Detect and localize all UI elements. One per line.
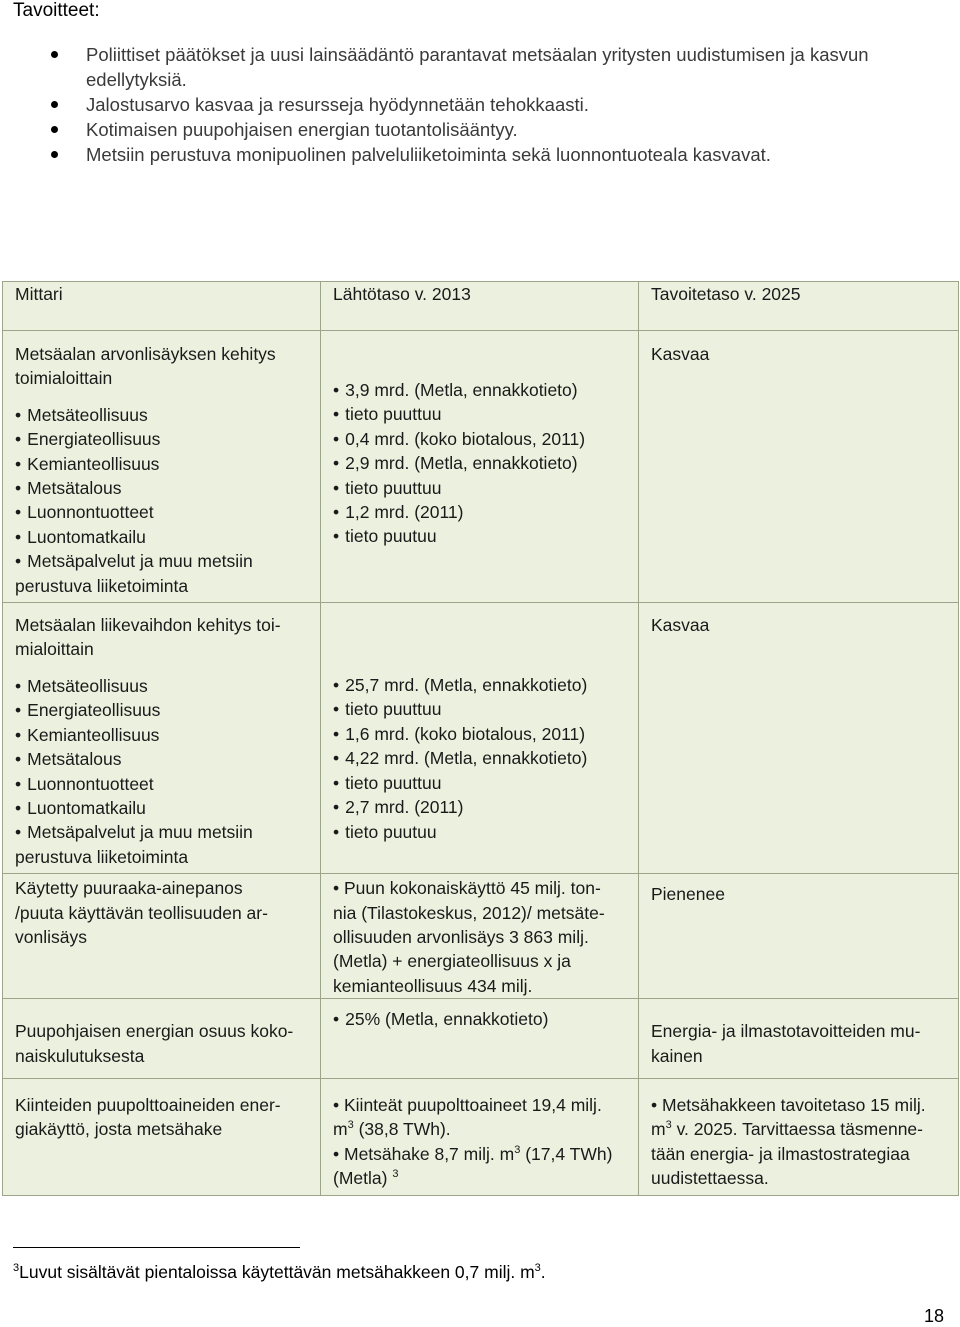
bullet-icon [51, 151, 58, 158]
list-item: • 3,9 mrd. (Metla, ennakkotieto) [333, 378, 628, 402]
metric-title: Metsäalan liikevaihdon kehitys toi- mialoittain [15, 615, 281, 660]
goals-list [0, 42, 960, 167]
baseline-list [333, 673, 628, 844]
list-item: • 25,7 mrd. (Metla, ennakkotieto) [333, 673, 628, 697]
metric-cell: Puupohjaisen energian osuus koko- naiskulutuksesta [3, 999, 321, 1079]
baseline-cell: • Kiinteät puupolttoaineet 19,4 milj. $m^3$ (38,8 TWh). • Metsähake 8,7 milj. $m^3$ (17,4 TWh) (Metla) $^3$ [321, 1078, 639, 1195]
table-row [3, 874, 959, 999]
list-item: Jalostusarvo kasvaa ja resursseja hyödynnetään tehokkaasti. [0, 92, 960, 117]
list-item: • 2,7 mrd. (2011) [333, 795, 628, 819]
list-item: • Luonnontuotteet [15, 772, 310, 796]
list-item: • Metsäpalvelut ja muu metsiin [15, 549, 310, 573]
target-cell: Kasvaa [639, 603, 959, 874]
list-item: • Metsätalous [15, 476, 310, 500]
list-item: • tieto puuttuu [333, 476, 628, 500]
footnote-separator [13, 1247, 300, 1248]
baseline-cell [321, 999, 639, 1079]
list-item: • 4,22 mrd. (Metla, ennakkotieto) [333, 746, 628, 770]
target-cell: Energia- ja ilmastotavoitteiden mu- kainen [639, 999, 959, 1079]
list-item: • 25% (Metla, ennakkotieto) [333, 1007, 628, 1031]
header-cell: Mittari [3, 282, 321, 331]
list-item-continuation: perustuva liiketoiminta [15, 575, 189, 596]
target-cell: Kasvaa [639, 331, 959, 603]
table-header-row [3, 282, 959, 331]
metric-cell: Kiinteiden puupolttoaineiden ener- giakäyttö, josta metsähake [3, 1078, 321, 1195]
target-cell: Pienenee [639, 874, 959, 999]
metric-cell [3, 603, 321, 874]
list-item: • Luontomatkailu [15, 796, 310, 820]
list-item: • tieto puutuu [333, 820, 628, 844]
table-row [3, 603, 959, 874]
list-item: • Kemianteollisuus [15, 723, 310, 747]
page-number: 18 [924, 1306, 945, 1326]
list-item: • 0,4 mrd. (koko biotalous, 2011) [333, 427, 628, 451]
industry-list [15, 674, 310, 845]
table-row [3, 331, 959, 603]
bullet-icon [51, 101, 58, 108]
metrics-table [2, 281, 959, 1196]
list-item: • Luontomatkailu [15, 525, 310, 549]
list-item: • Metsäpalvelut ja muu metsiin [15, 820, 310, 844]
bullet-icon [51, 126, 58, 133]
baseline-list [333, 378, 628, 549]
list-item: • 1,6 mrd. (koko biotalous, 2011) [333, 722, 628, 746]
metric-title: Metsäalan arvonlisäyksen kehitys toimialoittain [15, 344, 276, 389]
list-item: • tieto puuttuu [333, 402, 628, 426]
industry-list [15, 403, 310, 574]
list-item: • 2,9 mrd. (Metla, ennakkotieto) [333, 451, 628, 475]
metric-cell: Käytetty puuraaka-ainepanos /puuta käyttävän teollisuuden ar- vonlisäys [3, 874, 321, 999]
list-item: • tieto puuttuu [333, 697, 628, 721]
baseline-cell [321, 331, 639, 603]
baseline-cell [321, 603, 639, 874]
list-item: • Energiateollisuus [15, 698, 310, 722]
list-item: • 1,2 mrd. (2011) [333, 500, 628, 524]
list-item: • Metsäteollisuus [15, 674, 310, 698]
list-item: Poliittiset päätökset ja uusi lainsäädäntö parantavat metsäalan yritysten uudistumisen ja kasvun edellytyksiä. [0, 42, 960, 92]
baseline-cell: • Puun kokonaiskäyttö 45 milj. ton- nia (Tilastokeskus, 2012)/ metsäte- ollisuuden arvonlisäys 3 863 milj. (Metla) + energiateollisuus x ja kemianteollisuus 434 milj. [321, 874, 639, 999]
list-item: • Metsätalous [15, 747, 310, 771]
target-cell: • Metsähakkeen tavoitetaso 15 milj. $m^3$ v. 2025. Tarvittaessa täsmenne- tään energia- ja ilmastostrategiaa uudistettaessa. [639, 1078, 959, 1195]
list-item: Metsiin perustuva monipuolinen palveluliiketoiminta sekä luonnontuoteala kasvavat. [0, 142, 960, 167]
footnote: $^3$Luvut sisältävät pientaloissa käytettävän metsähakkeen 0,7 milj. $m^3$. [13, 1262, 546, 1282]
metric-cell [3, 331, 321, 603]
list-item: • tieto puuttuu [333, 771, 628, 795]
table-row [3, 999, 959, 1079]
list-item: • Energiateollisuus [15, 427, 310, 451]
list-item: • Kemianteollisuus [15, 452, 310, 476]
list-item: Kotimaisen puupohjaisen energian tuotantolisääntyy. [0, 117, 960, 142]
header-cell: Lähtötaso v. 2013 [321, 282, 639, 331]
list-item-continuation: perustuva liiketoiminta [15, 846, 189, 867]
table-row [3, 1078, 959, 1195]
list-item: • tieto puutuu [333, 524, 628, 548]
list-item: • Luonnontuotteet [15, 500, 310, 524]
section-heading: Tavoitteet: [13, 0, 100, 21]
list-item: • Metsäteollisuus [15, 403, 310, 427]
header-cell: Tavoitetaso v. 2025 [639, 282, 959, 331]
bullet-icon [51, 51, 58, 58]
